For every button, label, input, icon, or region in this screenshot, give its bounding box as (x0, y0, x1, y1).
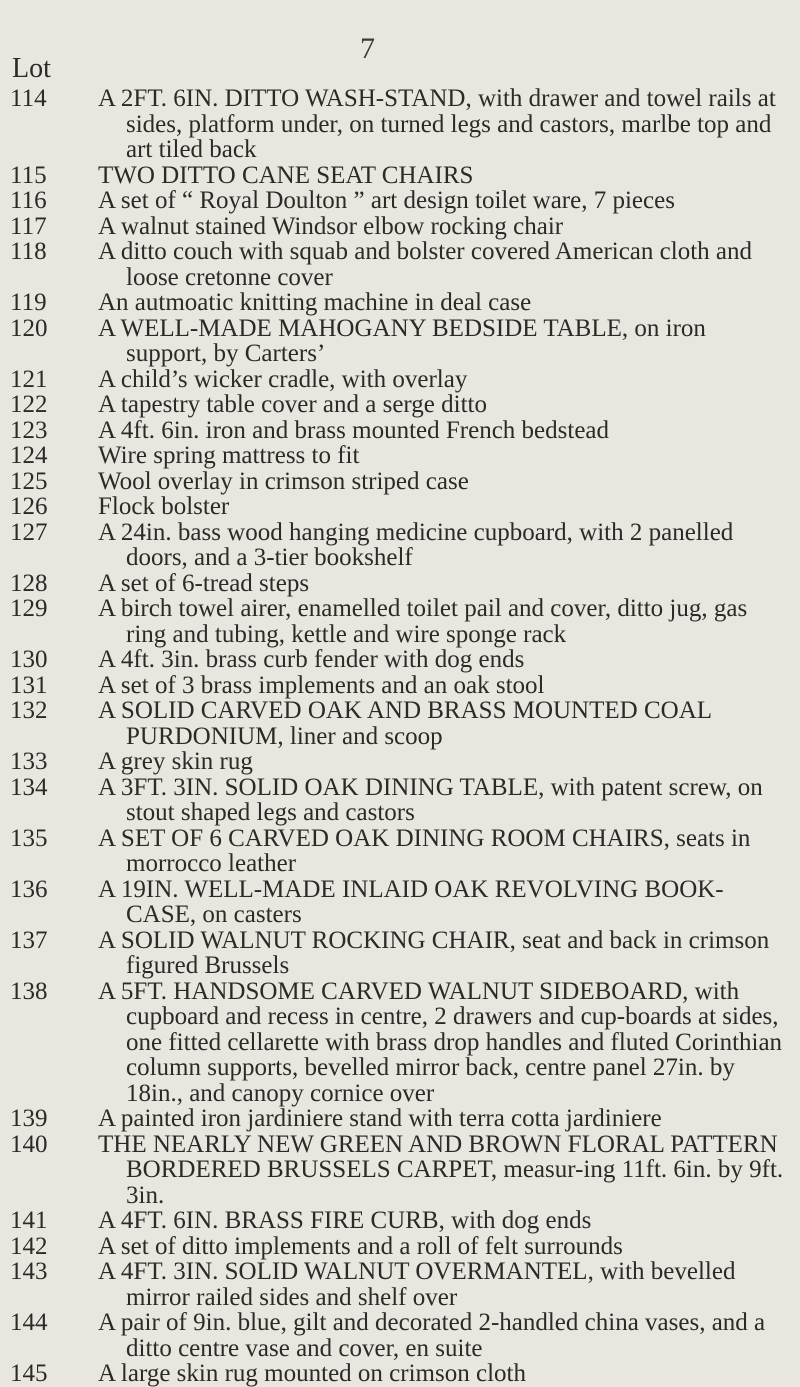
lot-entry (0, 418, 800, 444)
lot-entry (0, 698, 800, 749)
lot-list (0, 86, 800, 1387)
lot-number: 115 (10, 161, 47, 189)
lot-description: An autmoatic knitting machine in deal case (98, 289, 532, 316)
lot-number: 141 (10, 1207, 48, 1234)
lot-description: A ditto couch with squab and bolster covered American cloth and loose cretonne cover (98, 238, 752, 291)
lot-entry (0, 979, 800, 1107)
lot-entry (0, 290, 800, 316)
lot-entry (0, 749, 800, 775)
lot-number: 127 (10, 518, 48, 546)
lot-description: A walnut stained Windsor elbow rocking chair (98, 212, 564, 240)
lot-entry (0, 469, 800, 495)
lot-entry (0, 520, 800, 571)
lot-number: 116 (10, 187, 47, 214)
lot-entry (0, 1106, 800, 1132)
lot-description: A 4FT. 6IN. BRASS FIRE CURB, with dog ends (98, 1207, 592, 1234)
lot-description: A birch towel airer, enamelled toilet pail and cover, ditto jug, gas ring and tubing, kettle and wire sponge rack (98, 595, 748, 648)
lot-number: 129 (10, 595, 48, 622)
lot-description: A tapestry table cover and a serge ditto (98, 391, 487, 418)
lot-description: A 3FT. 3IN. SOLID OAK DINING TABLE, with patent screw, on stout shaped legs and castors (98, 773, 763, 826)
lot-description: Flock bolster (98, 493, 230, 520)
lot-entry (0, 596, 800, 647)
lot-entry (0, 928, 800, 979)
lot-description: A SOLID WALNUT ROCKING CHAIR, seat and back in crimson figured Brussels (98, 926, 770, 979)
lot-number: 133 (10, 748, 48, 775)
lot-entry (0, 647, 800, 673)
lot-description: A large skin rug mounted on crimson cloth (98, 1360, 526, 1387)
lot-entry (0, 188, 800, 214)
lot-number: 121 (10, 365, 48, 393)
lot-number: 145 (10, 1360, 48, 1387)
lot-number: 135 (10, 824, 48, 852)
lot-description: A 19IN. WELL-MADE INLAID OAK REVOLVING BOOK-CASE, on casters (98, 875, 724, 928)
lot-entry (0, 214, 800, 240)
lot-description: A 4ft. 6in. iron and brass mounted French bedstead (98, 416, 610, 444)
lot-number: 117 (10, 212, 47, 240)
lot-number: 137 (10, 926, 48, 954)
lot-number: 132 (10, 697, 48, 724)
lot-number: 138 (10, 977, 48, 1005)
lot-entry (0, 775, 800, 826)
lot-number: 131 (10, 671, 48, 699)
lot-number: 144 (10, 1309, 48, 1336)
lot-number: 125 (10, 467, 48, 495)
lot-entry (0, 443, 800, 469)
lot-number: 134 (10, 773, 48, 801)
lot-description: A painted iron jardiniere stand with terra cotta jardiniere (98, 1105, 662, 1132)
lot-description: A 4ft. 3in. brass curb fender with dog ends (98, 646, 525, 673)
lot-description: A pair of 9in. blue, gilt and decorated 2-handled china vases, and a ditto centre vase and cover, en suite (98, 1309, 766, 1362)
lot-description: Wire spring mattress to fit (98, 442, 360, 469)
lot-description: TWO DITTO CANE SEAT CHAIRS (98, 161, 474, 189)
lot-description: A SET OF 6 CARVED OAK DINING ROOM CHAIRS, seats in morrocco leather (98, 824, 751, 877)
lot-description: A 5FT. HANDSOME CARVED WALNUT SIDEBOARD, with cupboard and recess in centre, 2 drawers and cup-boards at sides, one fitted cellarette with brass drop handles and fluted Corinthian column supports, bevelled mirror back, centre panel 27in. by 18in., and canopy cornice over (98, 977, 783, 1107)
lot-entry (0, 1234, 800, 1260)
lot-entry (0, 877, 800, 928)
lot-entry (0, 316, 800, 367)
lot-number: 139 (10, 1105, 48, 1132)
lot-description: A 4FT. 3IN. SOLID WALNUT OVERMANTEL, with bevelled mirror railed sides and shelf over (98, 1258, 736, 1311)
lot-entry (0, 86, 800, 163)
lot-description: A child’s wicker cradle, with overlay (98, 365, 468, 393)
lot-entry (0, 673, 800, 699)
lot-entry (0, 1259, 800, 1310)
lot-number: 140 (10, 1130, 48, 1158)
lot-description: A set of 3 brass implements and an oak stool (98, 671, 545, 699)
lot-description: THE NEARLY NEW GREEN AND BROWN FLORAL PATTERN BORDERED BRUSSELS CARPET, measur-ing 11ft. 6in. by 9ft. 3in. (98, 1130, 784, 1209)
lot-entry (0, 1208, 800, 1234)
lot-description: A set of 6-tread steps (98, 569, 310, 597)
lot-number: 130 (10, 646, 48, 673)
lot-description: A SOLID CARVED OAK AND BRASS MOUNTED COAL PURDONIUM, liner and scoop (98, 697, 712, 750)
page-number: 7 (360, 32, 375, 65)
lot-number: 124 (10, 442, 48, 469)
lot-number: 122 (10, 391, 48, 418)
lot-number: 118 (10, 238, 47, 265)
lot-number: 136 (10, 875, 48, 903)
lot-entry (0, 392, 800, 418)
lot-description: A set of ditto implements and a roll of felt surrounds (98, 1232, 623, 1260)
lot-entry (0, 367, 800, 393)
lot-number: 123 (10, 416, 48, 444)
lot-entry (0, 826, 800, 877)
lot-description: A 2FT. 6IN. DITTO WASH-STAND, with drawer and towel rails at sides, platform under, on turned legs and castors, marlbe top and art tiled back (98, 85, 776, 163)
lot-number: 142 (10, 1232, 48, 1260)
lot-description: Wool overlay in crimson striped case (98, 467, 469, 495)
lot-description: A grey skin rug (98, 748, 253, 775)
lot-number: 120 (10, 314, 48, 342)
lot-entry (0, 1310, 800, 1361)
lot-entry (0, 239, 800, 290)
lot-entry (0, 1132, 800, 1209)
lot-description: A set of “ Royal Doulton ” art design toilet ware, 7 pieces (98, 187, 675, 214)
lot-number: 119 (10, 289, 47, 316)
lot-entry (0, 163, 800, 189)
lot-entry (0, 571, 800, 597)
lot-description: A WELL-MADE MAHOGANY BEDSIDE TABLE, on iron support, by Carters’ (98, 314, 706, 367)
lot-number: 143 (10, 1258, 48, 1285)
lot-entry (0, 1361, 800, 1387)
lot-description: A 24in. bass wood hanging medicine cupboard, with 2 panelled doors, and a 3-tier bookshelf (98, 518, 734, 571)
lot-number: 128 (10, 569, 48, 597)
lot-number: 126 (10, 493, 48, 520)
lot-entry (0, 494, 800, 520)
lot-number: 114 (10, 85, 47, 112)
lot-column-heading: Lot (12, 53, 51, 84)
